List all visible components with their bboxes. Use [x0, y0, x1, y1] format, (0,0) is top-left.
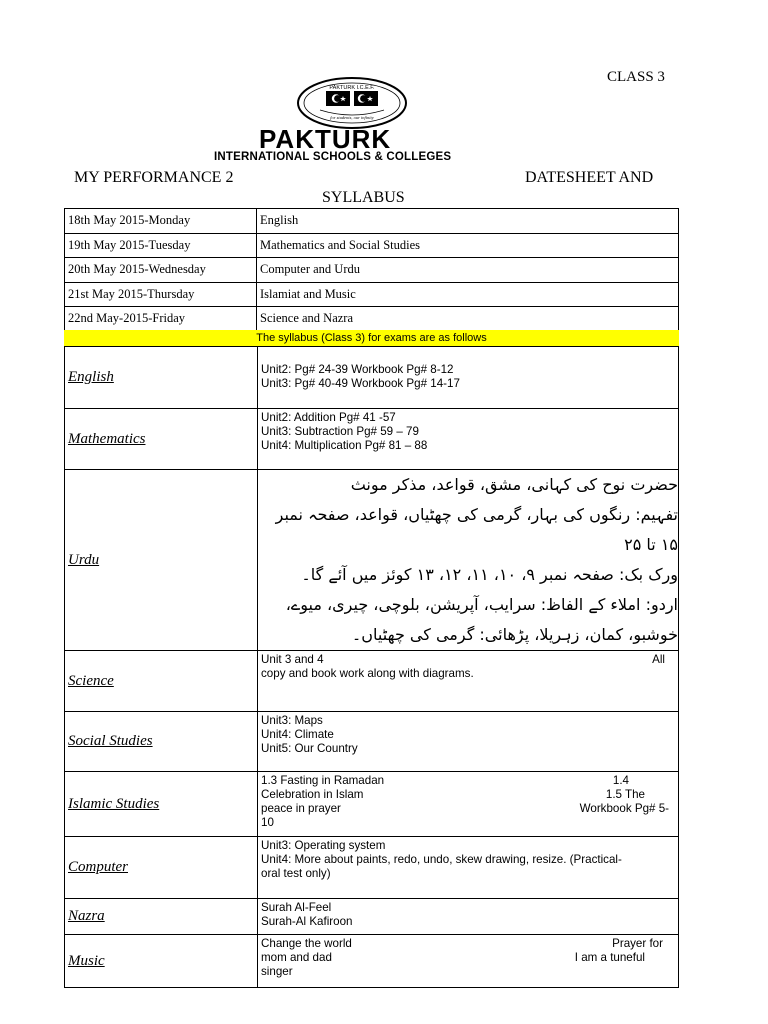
syllabus-row-music	[65, 935, 679, 988]
datesheet-row	[65, 282, 679, 307]
exam-date: 20th May 2015-Wednesday	[65, 258, 257, 283]
syllabus-row-computer	[65, 837, 679, 899]
syllabus-content-social-studies	[258, 712, 679, 772]
brand-name: PAKTURK	[259, 124, 392, 154]
syllabus-content-urdu	[258, 470, 679, 651]
syllabus-line: singer	[261, 965, 293, 978]
syllabus-content-english	[258, 347, 679, 409]
class-label: CLASS 3	[607, 69, 665, 85]
syllabus-line: copy and book work along with diagrams.	[261, 667, 474, 680]
syllabus-banner: The syllabus (Class 3) for exams are as follows	[64, 330, 679, 346]
syllabus-line: Prayer for	[612, 937, 663, 950]
subject-urdu: Urdu	[65, 470, 258, 651]
syllabus-line: 1.3 Fasting in Ramadan	[261, 774, 385, 787]
svg-text:for students, our infinity: for students, our infinity	[330, 115, 374, 120]
syllabus-line: All	[652, 653, 665, 666]
title-left: MY PERFORMANCE 2	[74, 169, 234, 186]
school-logo	[296, 76, 408, 130]
syllabus-line: Unit 3 and 4	[261, 653, 324, 666]
exam-subject: English	[257, 209, 679, 234]
syllabus-line: Unit3: Pg# 40-49 Workbook Pg# 14-17	[261, 377, 460, 390]
syllabus-row-nazra	[65, 899, 679, 935]
syllabus-content-nazra	[258, 899, 679, 935]
syllabus-line: mom and dad	[261, 951, 332, 964]
exam-subject: Science and Nazra	[257, 307, 679, 332]
syllabus-content-science	[258, 651, 679, 712]
syllabus-line: peace in prayer	[261, 802, 341, 815]
exam-subject: Islamiat and Music	[257, 282, 679, 307]
subject-music: Music	[65, 935, 258, 988]
syllabus-line: Surah-Al Kafiroon	[261, 915, 353, 928]
syllabus-line: oral test only)	[261, 867, 331, 880]
syllabus-line: Unit4: Multiplication Pg# 81 – 88	[261, 439, 428, 452]
syllabus-row-urdu	[65, 470, 679, 651]
exam-date: 21st May 2015-Thursday	[65, 282, 257, 307]
syllabus-row-mathematics	[65, 409, 679, 470]
exam-date: 18th May 2015-Monday	[65, 209, 257, 234]
syllabus-line: 1.5 The	[605, 788, 645, 801]
syllabus-line: 10	[261, 816, 274, 829]
urdu-line: تفہیم: رنگوں کی بہار، گرمی کی چھٹیاں، قواعد، صفحہ نمبر ۱۵ تا ۲۵	[275, 505, 678, 554]
syllabus-line: Unit3: Operating system	[261, 839, 386, 852]
syllabus-line: I am a tuneful	[574, 951, 645, 964]
syllabus-table	[64, 346, 679, 988]
datesheet-row	[65, 209, 679, 234]
syllabus-line: Unit5: Our Country	[261, 742, 358, 755]
syllabus-row-social-studies	[65, 712, 679, 772]
title-continued: SYLLABUS	[322, 189, 405, 206]
datesheet-table	[64, 208, 679, 332]
exam-date: 19th May 2015-Tuesday	[65, 233, 257, 258]
urdu-line: اردو: املاء کے الفاظ: سرایب، آپریشن، بلوچی، چیری، میوے،	[285, 595, 678, 614]
urdu-line: حضرت نوح کی کہانی، مشق، قواعد، مذکر مونث	[350, 475, 678, 494]
subject-science: Science	[65, 651, 258, 712]
datesheet-row	[65, 233, 679, 258]
syllabus-content-computer	[258, 837, 679, 899]
syllabus-line: Unit4: Climate	[261, 728, 334, 741]
exam-date: 22nd May-2015-Friday	[65, 307, 257, 332]
subject-nazra: Nazra	[65, 899, 258, 935]
urdu-line: خوشبو، کمان، زہریلا، پڑھائی: گرمی کی چھٹیاں۔	[351, 625, 678, 644]
syllabus-line: Unit4: More about paints, redo, undo, skew drawing, resize. (Practical-	[261, 853, 622, 866]
subject-computer: Computer	[65, 837, 258, 899]
brand-subtitle: INTERNATIONAL SCHOOLS & COLLEGES	[214, 151, 452, 163]
datesheet-row	[65, 307, 679, 332]
subject-mathematics: Mathematics	[65, 409, 258, 470]
syllabus-content-islamic-studies	[258, 772, 679, 837]
title-right: DATESHEET AND	[525, 169, 654, 186]
subject-islamic-studies: Islamic Studies	[65, 772, 258, 837]
syllabus-content-mathematics	[258, 409, 679, 470]
svg-text:PAKTURK I.C.E.F.: PAKTURK I.C.E.F.	[329, 85, 375, 91]
syllabus-row-islamic-studies	[65, 772, 679, 837]
syllabus-line: Unit2: Addition Pg# 41 -57	[261, 411, 396, 424]
syllabus-line: Unit3: Subtraction Pg# 59 – 79	[261, 425, 419, 438]
syllabus-line: 1.4	[612, 774, 629, 787]
syllabus-line: Surah Al-Feel	[261, 901, 332, 914]
syllabus-line: Unit3: Maps	[261, 714, 323, 727]
subject-english: English	[65, 347, 258, 409]
exam-subject: Computer and Urdu	[257, 258, 679, 283]
subject-social-studies: Social Studies	[65, 712, 258, 772]
syllabus-line: Workbook Pg# 5-	[579, 802, 669, 815]
syllabus-line: Unit2: Pg# 24-39 Workbook Pg# 8-12	[261, 363, 454, 376]
datesheet-row	[65, 258, 679, 283]
syllabus-content-music	[258, 935, 679, 988]
exam-subject: Mathematics and Social Studies	[257, 233, 679, 258]
syllabus-row-science	[65, 651, 679, 712]
syllabus-line: Celebration in Islam	[261, 788, 364, 801]
urdu-line: ورک بک: صفحہ نمبر ۹، ۱۰، ۱۱، ۱۲، ۱۳ کوئز میں آئے گا۔	[301, 565, 678, 584]
syllabus-line: Change the world	[261, 937, 352, 950]
syllabus-row-english	[65, 347, 679, 409]
